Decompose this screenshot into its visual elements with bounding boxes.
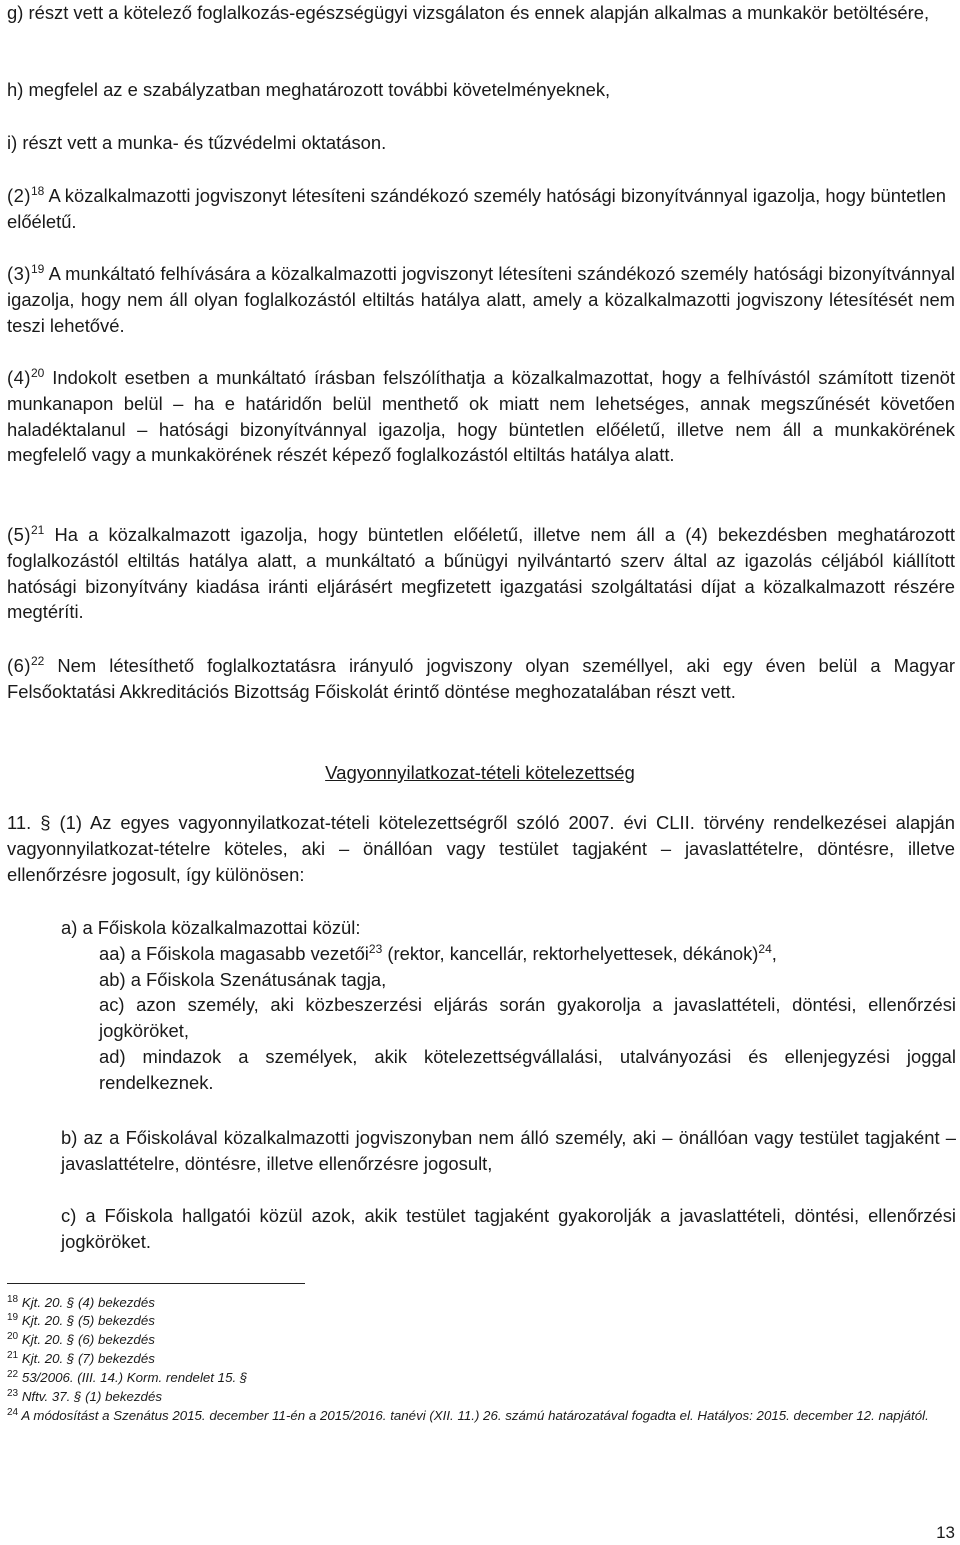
list-item-a [61, 915, 956, 1096]
paragraph-3 [7, 261, 955, 338]
footnote-separator [7, 1283, 305, 1284]
section-number: 11. [7, 812, 32, 833]
footnote-ref[interactable]: 18 [30, 184, 45, 198]
footnote-22 [7, 1368, 957, 1387]
footnote-19 [7, 1311, 957, 1330]
paragraph-4 [7, 365, 955, 468]
footnote-text: 53/2006. (III. 14.) Korm. rendelet 15. § [18, 1370, 248, 1385]
list-item-i: i) részt vett a munka- és tűzvédelmi oktatáson. [7, 132, 387, 153]
section-heading: Vagyonnyilatkozat-tételi kötelezettség [325, 762, 635, 783]
footnote-ref[interactable]: 22 [30, 654, 45, 668]
footnote-number: 19 [7, 1312, 19, 1323]
list-item-ad: ad) mindazok a személyek, akik kötelezettségvállalási, utalványozási és ellenjegyzési joggal rendelkeznek. [99, 1045, 956, 1093]
footnote-number: 21 [7, 1350, 19, 1361]
paragraph-6 [7, 653, 955, 705]
footnote-18 [7, 1293, 957, 1312]
list-item-h: h) megfelel az e szabályzatban meghatározott további követelményeknek, [7, 79, 611, 100]
footnote-text: A módosítást a Szenátus 2015. december 11-én a 2015/2016. tanévi (XII. 11.) 26. számú határozatával fogadta el. Hatályos: 2015. december 12. napjától. [18, 1408, 929, 1423]
list-item-ac: ac) azon személy, aki közbeszerzési eljárás során gyakorolja a javaslattételi, döntési, ellenőrzési jogköröket, [99, 994, 956, 1042]
paragraph-number: (6) [7, 655, 31, 676]
list-item-aa-text-mid: (rektor, kancellár, rektorhelyettesek, dékánok) [382, 942, 759, 964]
footnote-number: 24 [7, 1407, 19, 1418]
paragraph-text: Nem létesíthető foglalkoztatásra irányuló jogviszony olyan személlyel, aki egy éven belül a Magyar Felsőoktatási Akkreditációs Bizottság Főiskolát érintő döntése meghozatalában részt vett. [7, 655, 955, 702]
footnote-20 [7, 1330, 957, 1349]
footnote-number: 20 [7, 1331, 19, 1342]
paragraph-text: Indokolt esetben a munkáltató írásban felszólíthatja a közalkalmazottat, hogy a felhívástól számított tizenöt munkanapon belül – ha e határidőn belül menthető ok miatt nem lehetséges, annak megszűnését követően haladéktalanul – hatósági bizonyítvánnyal igazolja, hogy büntetlen előéletű, illetve nem áll a munkakörének megfelelő vagy a munkakörének részét képező foglalkozástól eltiltás hatálya alatt. [7, 367, 955, 466]
paragraph-text: A közalkalmazotti jogviszonyt létesíteni szándékozó személy hatósági bizonyítvánnyal igazolja, hogy büntetlen előéletű. [7, 185, 947, 232]
footnote-text: Kjt. 20. § (7) bekezdés [18, 1351, 155, 1366]
paragraph-number: (4) [7, 367, 31, 388]
list-item-aa-text: aa) a Főiskola magasabb vezetői [99, 942, 369, 964]
page-number: 13 [936, 1523, 955, 1542]
footnote-ref[interactable]: 20 [30, 366, 45, 380]
footnote-ref[interactable]: 23 [368, 941, 383, 956]
footnote-text: Kjt. 20. § (5) bekezdés [18, 1313, 155, 1328]
list-item-b: b) az a Főiskolával közalkalmazotti jogviszonyban nem álló személy, aki – önállóan vagy testület tagjaként – javaslattételre, döntésre, illetve ellenőrzésre jogosult, [61, 1127, 956, 1174]
paragraph-number: (2) [7, 185, 31, 206]
footnote-ref[interactable]: 21 [30, 523, 45, 537]
paragraph-2 [7, 183, 955, 235]
section-text: (1) Az egyes vagyonnyilatkozat-tételi kötelezettségről szóló 2007. évi CLII. törvény rendelkezései alapján vagyonnyilatkozat-tételre köteles, aki – önállóan vagy testület tagjaként – javaslattételre, döntésre, illetve ellenőrzésre jogosult, így különösen: [7, 812, 955, 885]
footnote-23 [7, 1387, 957, 1406]
footnote-text: Kjt. 20. § (6) bekezdés [18, 1332, 155, 1347]
footnote-text: Kjt. 20. § (4) bekezdés [18, 1295, 155, 1310]
section-11-paragraph [7, 810, 955, 887]
footnote-ref[interactable]: 19 [30, 262, 45, 276]
footnote-ref[interactable]: 24 [758, 941, 772, 956]
footnote-21 [7, 1349, 957, 1368]
paragraph-5 [7, 522, 955, 625]
list-item-ab: ab) a Főiskola Szenátusának tagja, [99, 968, 387, 990]
paragraph-number: (5) [7, 524, 31, 545]
footnote-24 [7, 1406, 957, 1425]
list-item-g: g) részt vett a kötelező foglalkozás-egészségügyi vizsgálaton és ennek alapján alkalmas a munkakör betöltésére, [7, 2, 930, 23]
list-item-aa-text-end: , [771, 942, 777, 964]
paragraph-text: A munkáltató felhívására a közalkalmazotti jogviszonyt létesíteni szándékozó személy hatósági bizonyítvánnyal igazolja, hogy nem áll olyan foglalkozástól eltiltás hatálya alatt, amely a közalkalmazotti jogviszony létesítését nem teszi lehetővé. [7, 263, 955, 336]
list-item-c: c) a Főiskola hallgatói közül azok, akik testület tagjaként gyakorolják a javaslattételi, döntési, ellenőrzési jogköröket. [61, 1205, 956, 1252]
paragraph-text: Ha a közalkalmazott igazolja, hogy büntetlen előéletű, illetve nem áll a (4) bekezdésben meghatározott foglalkozástól eltiltás hatálya alatt, a munkáltató a bűnügyi nyilvántartó szerv által az igazolás céljából kiállított hatósági bizonyítvány kiadása iránti eljárásért megfizetett igazgatási szolgáltatási díjat a közalkalmazott részére megtéríti. [7, 524, 955, 623]
footnote-number: 18 [7, 1294, 19, 1305]
paragraph-number: (3) [7, 263, 31, 284]
list-item-a-label: a) a Főiskola közalkalmazottai közül: [61, 917, 361, 938]
footnote-number: 23 [7, 1388, 19, 1399]
list-item-aa [61, 941, 956, 967]
footnote-number: 22 [7, 1369, 19, 1380]
footnote-text: Nftv. 37. § (1) bekezdés [18, 1389, 162, 1404]
section-sign: § [40, 812, 51, 833]
